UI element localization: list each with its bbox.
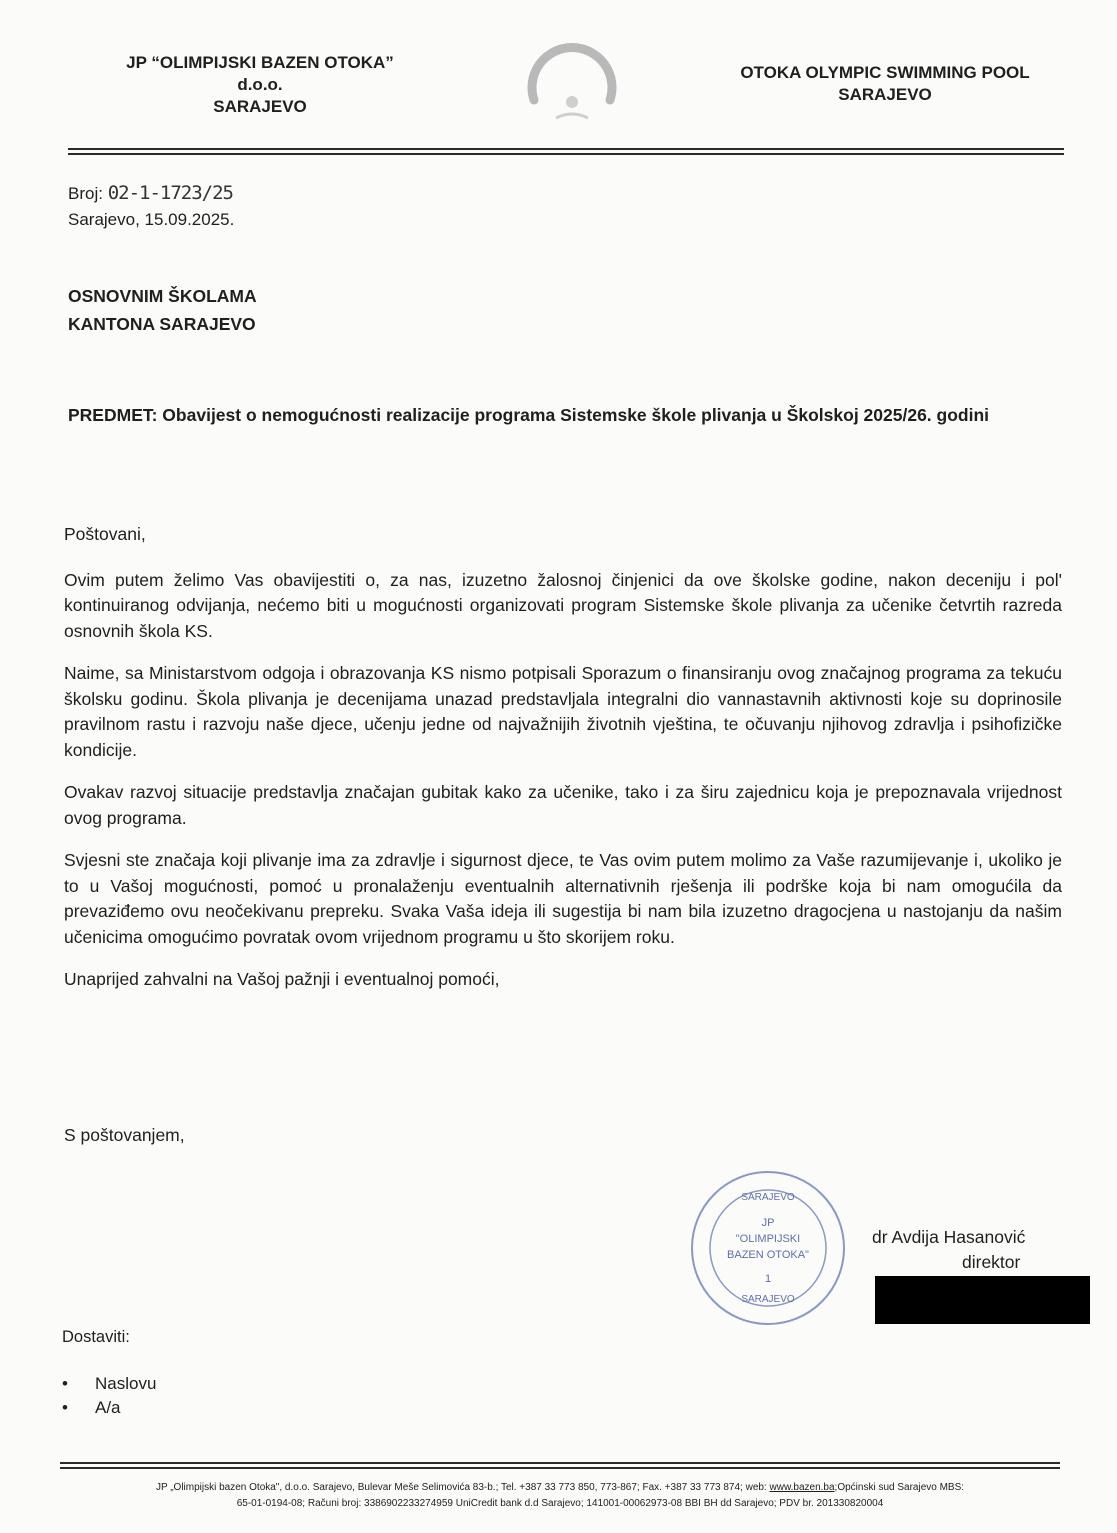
delivery-label: Dostaviti: (62, 1328, 130, 1346)
body-paragraph: Ovim putem želimo Vas obavijestiti o, za nas, izuzetno žalosnoj činjenici da ove školske godine, nakon deceniju i pol' kontinuiranog odvijanja, nećemo biti u mogućnosti organizovati program Sistemske škole plivanja za učenike četvrtih razreda osnovnih škola KS. (64, 569, 1062, 641)
stamp-text: JP (761, 1217, 775, 1229)
signer-title: direktor (962, 1252, 1021, 1272)
bullet-icon: • (62, 1398, 68, 1417)
letterhead-left (90, 52, 430, 118)
org-name-english: OTOKA OLYMPIC SWIMMING POOL (740, 63, 1030, 82)
letter-body (64, 522, 1062, 1010)
footer-bank-details: 65-01-0194-08; Računi broj: 3386902233274959 UniCredit bank d.d Sarajevo; 141001-00062973-08 BBI BH dd Sarajevo; PDV br. 201330820004 (236, 1498, 884, 1509)
stamp-text: "OLIMPIJSKI (735, 1233, 801, 1245)
footer-website-link[interactable]: www.bazen.ba (769, 1482, 835, 1493)
body-paragraph: Unaprijed zahvalni na Vašoj pažnji i eventualnoj pomoći, (64, 969, 500, 989)
reference-number-label: Broj: (68, 184, 103, 203)
footer-court: ;Općinski sud Sarajevo MBS: (834, 1482, 965, 1493)
reference-number-handwritten: 02-1-1723/25 (107, 182, 233, 204)
signature-block (872, 1225, 1025, 1275)
greeting: Poštovani, (64, 524, 146, 544)
place-date: Sarajevo, 15.09.2025. (68, 210, 235, 229)
stamp-text: SARAJEVO (741, 1192, 795, 1203)
stamp-text: 1 (764, 1273, 772, 1285)
body-paragraph: Naime, sa Ministarstvom odgoja i obrazovanja KS nismo potpisali Sporazum o finansiranju ovog značajnog programa za tekuću školsku godinu. Škola plivanja je decenijama unazad predstavljala integralni dio vannastavnih aktivnosti koje su doprinosile pravilnom rastu i razvoju naše djece, učenju jedne od najvažnijih životnih vještina, te očuvanju njihovog zdravlja i psihofizičke kondicije. (64, 663, 1062, 760)
signer-name: dr Avdija Hasanović (872, 1227, 1026, 1247)
footer-divider (60, 1462, 1060, 1472)
official-stamp (688, 1168, 848, 1328)
bullet-icon: • (62, 1374, 68, 1393)
stamp-text: BAZEN OTOKA" (727, 1249, 809, 1261)
delivery-item: Naslovu (95, 1374, 157, 1393)
org-city-english: SARAJEVO (838, 85, 932, 104)
list-item (62, 1372, 156, 1396)
closing-salutation: S poštovanjem, (64, 1125, 185, 1145)
delivery-list (62, 1372, 156, 1420)
subject-line: PREDMET: Obavijest o nemogućnosti realizacije programa Sistemske škole plivanja u Školskoj 2025/26. godini (68, 405, 990, 425)
recipient-block (68, 282, 257, 338)
footer-info (60, 1480, 1060, 1512)
pool-logo-icon (522, 38, 622, 128)
org-name: JP “OLIMPIJSKI BAZEN OTOKA” (126, 53, 394, 72)
redacted-signature (875, 1276, 1090, 1324)
list-item (62, 1396, 156, 1420)
stamp-text: SARAJEVO (741, 1294, 795, 1305)
reference-block (68, 180, 234, 233)
letterhead-right (700, 62, 1070, 106)
delivery-item: A/a (95, 1398, 121, 1417)
org-city: SARAJEVO (213, 97, 307, 116)
body-paragraph: Svjesni ste značaja koji plivanje ima za zdravlje i sigurnost djece, te Vas ovim putem molimo za Vaše razumijevanje i, ukoliko je to u Vašoj mogućnosti, pomoć u pronalaženju eventualnih alternativnih rješenja ili podrške koja bi nam omogućila da prevaziđemo ovu neočekivanu prepreku. Svaka Vaša ideja ili sugestija bi nam bila izuzetno dragocjena u nastojanju da našim učenicima omogućimo povratak ovom vrijednom programu u što skorijem roku. (64, 850, 1062, 947)
recipient-line: OSNOVNIM ŠKOLAMA (68, 286, 257, 306)
footer-address: JP „Olimpijski bazen Otoka", d.o.o. Sarajevo, Bulevar Meše Selimovića 83-b.; Tel. +387 33 773 850, 773-867; Fax. +387 33 773 874; web: (155, 1482, 770, 1493)
header-divider (68, 148, 1064, 162)
org-legal-form: d.o.o. (237, 75, 283, 94)
body-paragraph: Ovakav razvoj situacije predstavlja značajan gubitak kako za učenike, tako i za širu zajednicu koja je prepoznavala vrijednost ovog programa. (64, 782, 1062, 828)
recipient-line: KANTONA SARAJEVO (68, 314, 256, 334)
